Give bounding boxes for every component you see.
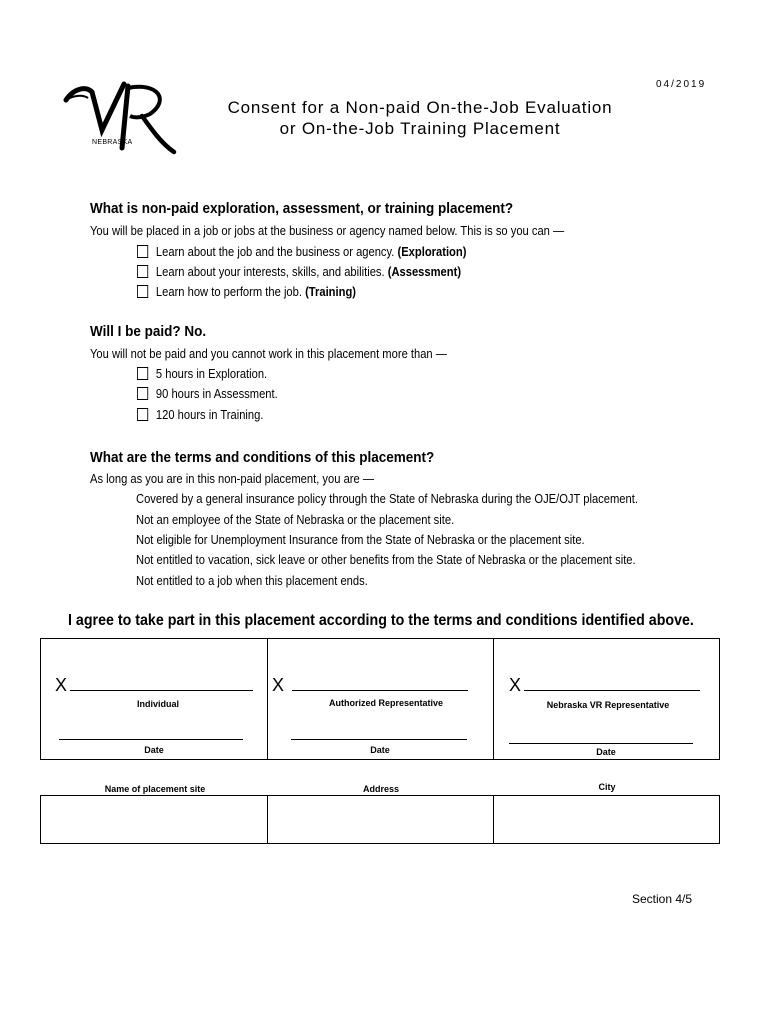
nebraska-vr-date-field[interactable] [509, 743, 693, 744]
section2-intro: You will not be paid and you cannot work in this placement more than — [90, 346, 447, 361]
authorized-signature-field[interactable] [272, 675, 468, 696]
individual-signature-field[interactable] [55, 675, 253, 696]
item-tag: (Exploration) [397, 244, 467, 259]
term-item: Covered by a general insurance policy through the State of Nebraska during the OJE/OJT placement. [136, 491, 638, 506]
section-number: Section 4/5 [632, 892, 693, 906]
term-item: Not eligible for Unemployment Insurance from the State of Nebraska or the placement site. [136, 532, 585, 547]
section1-intro: You will be placed in a job or jobs at the business or agency named below. This is so you can — [90, 223, 565, 238]
checkbox-training[interactable] [137, 285, 148, 298]
address-field[interactable] [267, 796, 493, 843]
individual-label: Individual [136, 699, 179, 709]
checkbox-item-120-hours [137, 407, 263, 422]
nebraska-vr-signature-field[interactable] [509, 675, 700, 696]
agreement-statement: I agree to take part in this placement according to the terms and conditions identified above. [68, 612, 694, 629]
item-text: Learn how to perform the job. [155, 284, 306, 299]
checkbox-90-hours[interactable] [137, 387, 148, 400]
authorized-label: Authorized Representative [328, 698, 444, 708]
nebraska-vr-date-label: Date [596, 747, 616, 757]
logo-subtext: NEBRASKA [92, 139, 133, 146]
checkbox-assessment[interactable] [137, 265, 148, 278]
section3-intro: As long as you are in this non-paid placement, you are — [90, 471, 375, 486]
checkbox-item-exploration [137, 244, 466, 259]
signature-mark: X [509, 675, 522, 695]
checkbox-item-90-hours [137, 386, 278, 401]
item-text: Learn about your interests, skills, and abilities. [155, 264, 388, 279]
individual-date-field[interactable] [59, 739, 243, 740]
placement-site-label: Name of placement site [104, 784, 206, 794]
checkbox-item-5-hours [137, 366, 267, 381]
checkbox-item-assessment [137, 264, 461, 279]
address-label: Address [362, 784, 399, 794]
term-item: Not an employee of the State of Nebraska or the placement site. [136, 512, 455, 527]
checkbox-5-hours[interactable] [137, 367, 148, 380]
authorized-date-field[interactable] [291, 739, 467, 740]
city-field[interactable] [493, 796, 719, 843]
term-item: Not entitled to a job when this placement ends. [136, 573, 368, 588]
checkbox-120-hours[interactable] [137, 408, 148, 421]
item-text: Learn about the job and the business or agency. [155, 244, 398, 259]
section3-heading: What are the terms and conditions of this placement? [90, 449, 435, 466]
checkbox-exploration[interactable] [137, 245, 148, 258]
term-item: Not entitled to vacation, sick leave or other benefits from the State of Nebraska or the placement site. [136, 552, 636, 567]
authorized-date-label: Date [370, 745, 390, 755]
placement-table [40, 795, 720, 844]
form-title [160, 97, 680, 139]
signature-mark: X [272, 675, 285, 695]
item-text: 120 hours in Training. [155, 407, 264, 422]
item-tag: (Assessment) [387, 264, 462, 279]
city-label: City [598, 782, 616, 792]
checkbox-item-training [137, 284, 356, 299]
section2-heading: Will I be paid? No. [90, 323, 207, 340]
form-date: 04/2019 [656, 79, 707, 90]
title-line-2: or On-the-Job Training Placement [279, 119, 561, 138]
individual-date-label: Date [144, 745, 164, 755]
section1-heading: What is non-paid exploration, assessment, or training placement? [90, 200, 514, 217]
nebraska-vr-label: Nebraska VR Representative [546, 700, 670, 710]
placement-site-field[interactable] [41, 796, 267, 843]
signature-mark: X [55, 675, 68, 695]
title-line-1: Consent for a Non-paid On-the-Job Evaluation [227, 98, 613, 117]
item-text: 90 hours in Assessment. [155, 386, 278, 401]
signature-table [40, 638, 720, 760]
item-text: 5 hours in Exploration. [155, 366, 268, 381]
item-tag: (Training) [305, 284, 357, 299]
